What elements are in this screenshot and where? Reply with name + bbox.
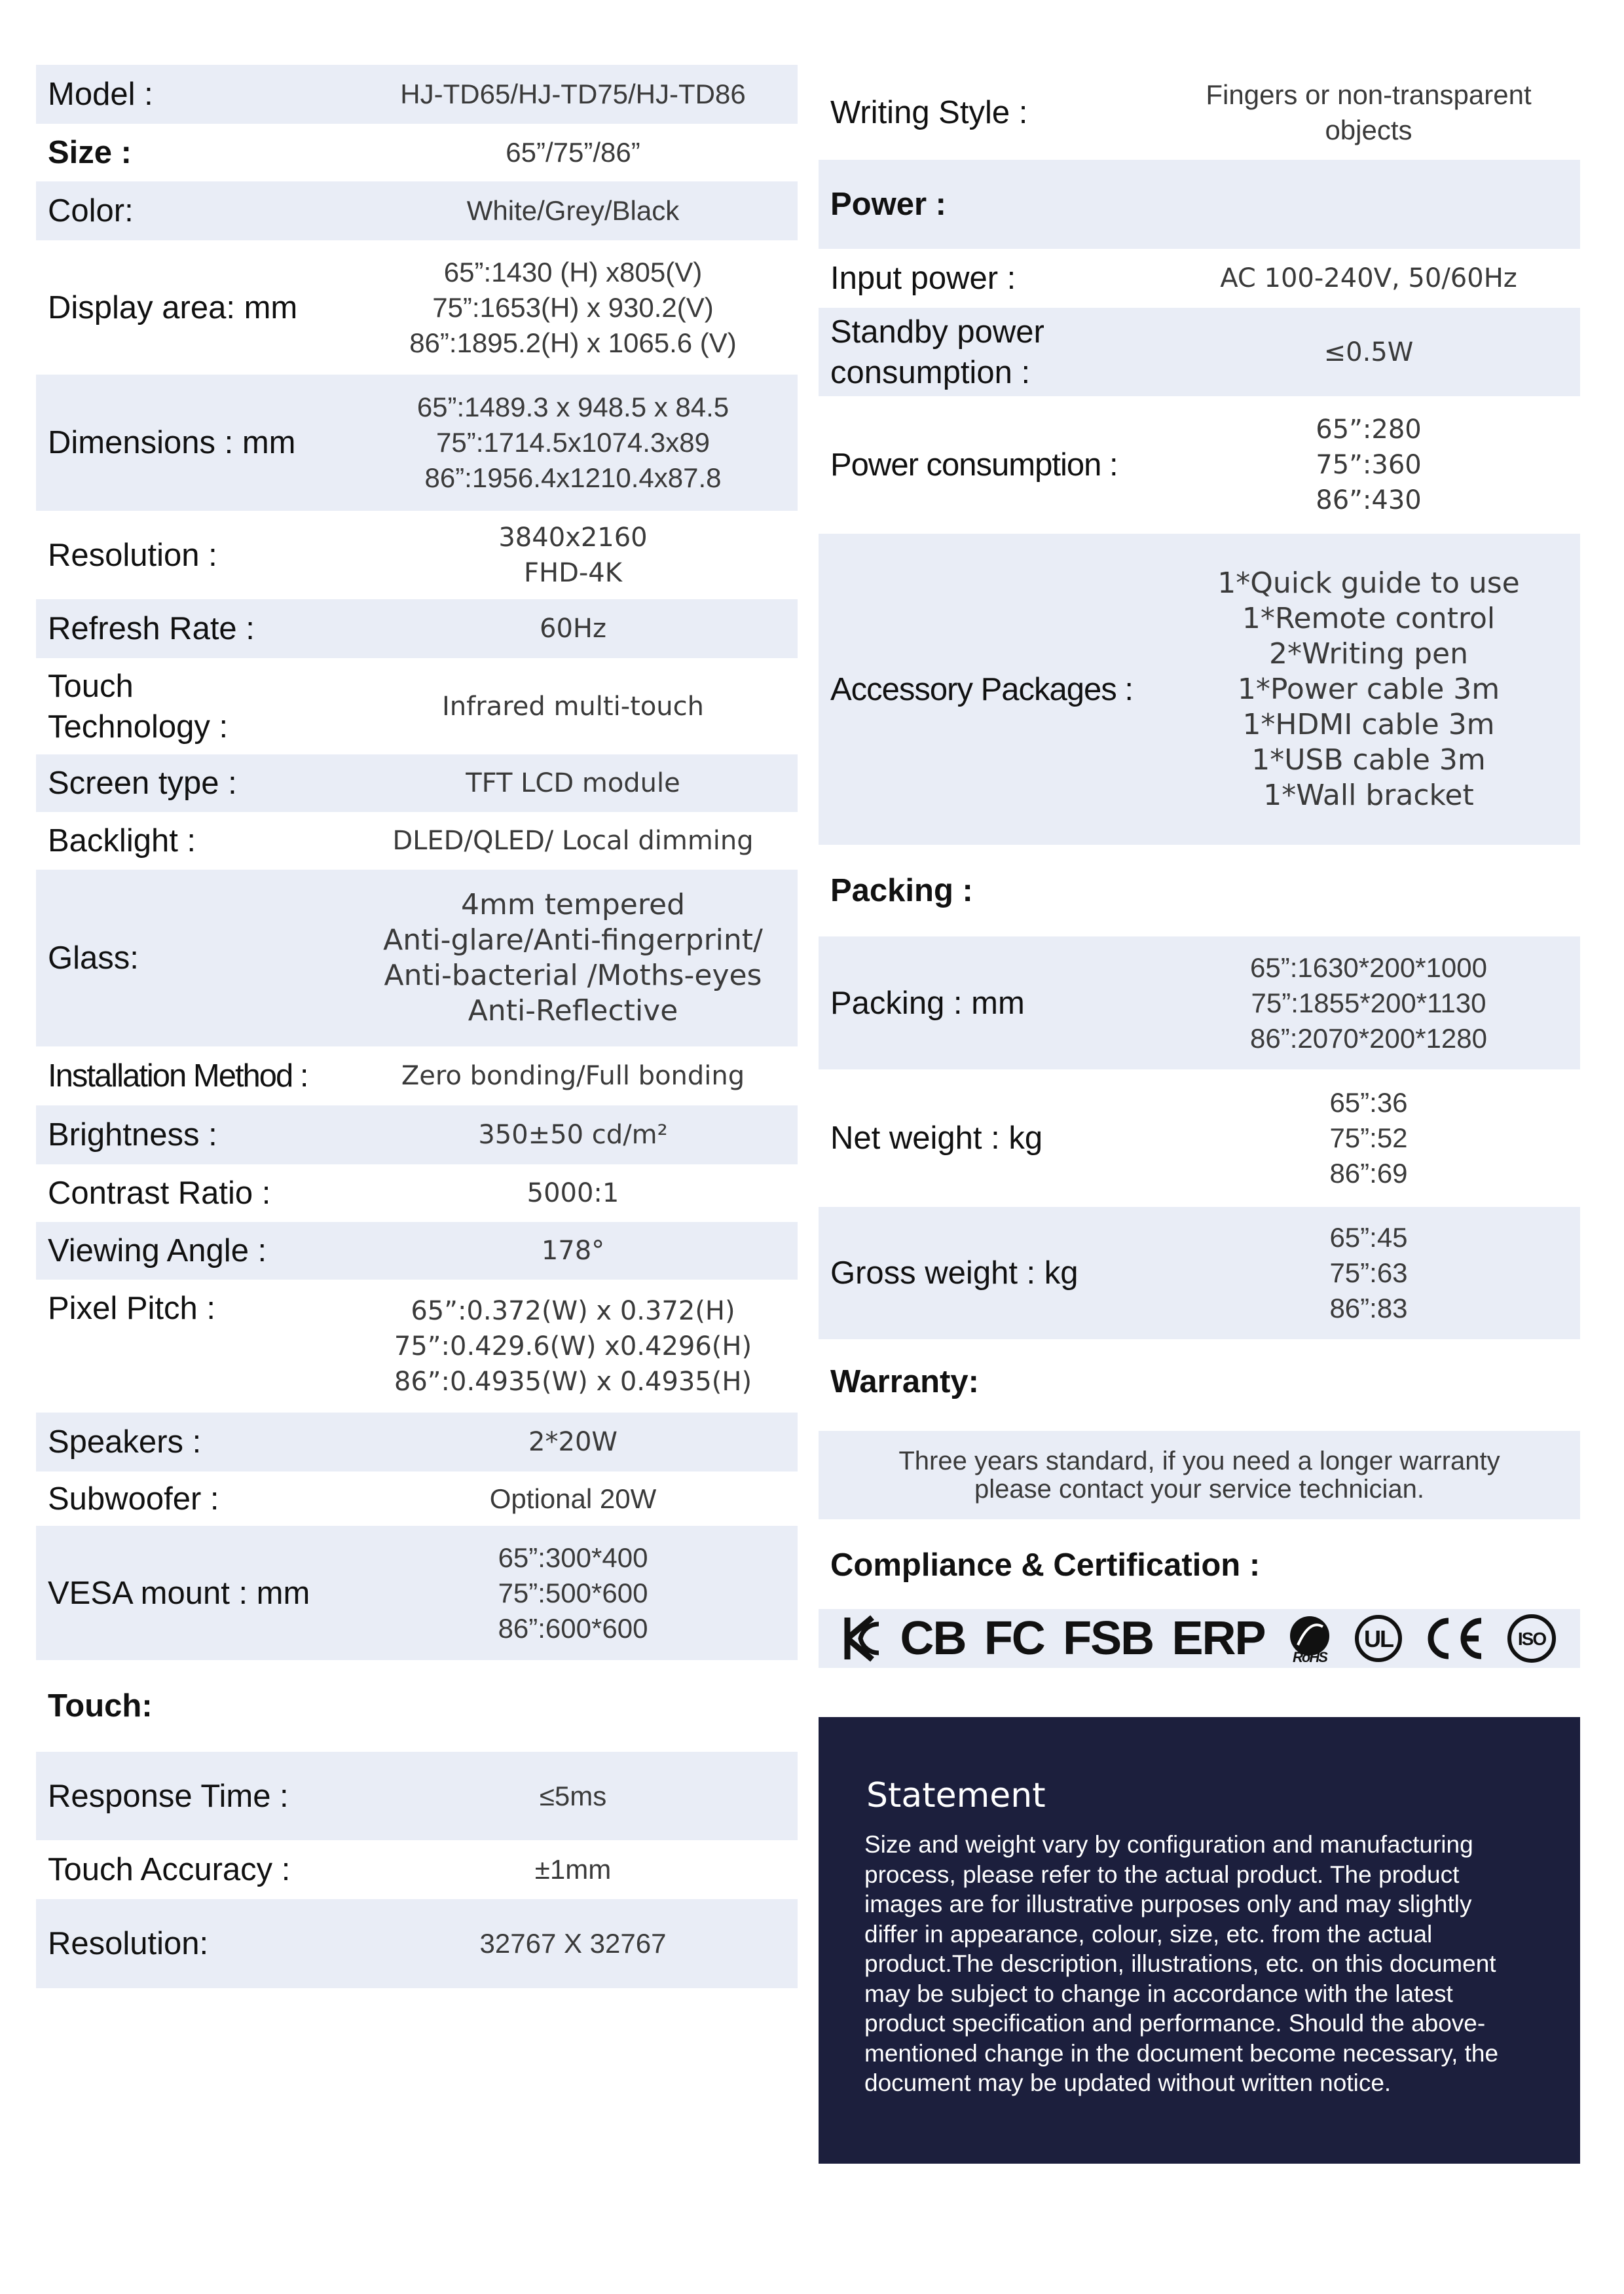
spec-value: Fingers or non-transparent objects xyxy=(1206,79,1532,145)
spec-row-size xyxy=(36,124,798,181)
spec-value: ≤0.5W xyxy=(1323,337,1414,367)
spec-row-brightness xyxy=(36,1105,798,1164)
spec-value: TFT LCD module xyxy=(466,768,680,798)
spec-label: Backlight : xyxy=(48,823,196,859)
spec-label: Refresh Rate : xyxy=(48,611,255,646)
section-heading: Packing : xyxy=(830,873,973,908)
svg-text:ISO: ISO xyxy=(1517,1629,1545,1649)
spec-label: Net weight : kg xyxy=(830,1120,1043,1156)
warranty-box xyxy=(819,1431,1580,1519)
spec-value: 2*20W xyxy=(528,1427,618,1457)
spec-row-viewing-angle xyxy=(36,1222,798,1280)
spec-value: 65”:300*400 75”:500*600 86”:600*600 xyxy=(498,1542,648,1644)
spec-row-touch-resolution xyxy=(36,1899,798,1988)
spec-value: 65”:280 75”:360 86”:430 xyxy=(1316,415,1422,515)
spec-row-accessory-packages xyxy=(819,534,1580,845)
spec-label: Brightness : xyxy=(48,1117,217,1153)
spec-row-dimensions xyxy=(36,375,798,511)
spec-value: Optional 20W xyxy=(489,1483,657,1514)
spec-row-model xyxy=(36,65,798,124)
spec-value: HJ-TD65/HJ-TD75/HJ-TD86 xyxy=(400,79,746,109)
spec-value: 65”:1430 (H) x805(V) 75”:1653(H) x 930.2(V) 86”:1895.2(H) x 1065.6 (V) xyxy=(409,256,737,358)
spec-row-input-power xyxy=(819,249,1580,308)
spec-row-glass xyxy=(36,870,798,1046)
spec-row-writing-style xyxy=(819,65,1580,160)
spec-label: Input power : xyxy=(830,261,1016,296)
spec-label: Power consumption : xyxy=(830,447,1118,483)
statement-body: Size and weight vary by configuration and manufacturing process, please refer to the actual product. The product images are for illustrative purposes only and may slightly differ in appearance, colour, size, etc. from the actual product.The description, illustrations, etc. on this document may be subject to change in accordance with the latest product specification and performance. Should the above- mentioned change in the document become necessary, the document may be updated without written notice. xyxy=(864,1831,1499,2096)
spec-label: Contrast Ratio : xyxy=(48,1175,271,1211)
spec-label: Packing : mm xyxy=(830,985,1025,1021)
spec-label: Resolution : xyxy=(48,537,217,573)
spec-label: Screen type : xyxy=(48,766,237,801)
spec-value: 65”:45 75”:63 86”:83 xyxy=(1329,1222,1408,1323)
section-heading-warranty xyxy=(819,1349,1580,1415)
spec-label: VESA mount : mm xyxy=(48,1575,310,1611)
rohs-mark-icon xyxy=(1283,1612,1336,1665)
section-heading: Touch: xyxy=(48,1688,153,1724)
section-heading-touch xyxy=(36,1673,798,1739)
spec-label: Accessory Packages : xyxy=(830,671,1134,707)
spec-label: Subwoofer : xyxy=(48,1481,219,1517)
section-heading-packing xyxy=(819,858,1580,923)
spec-label: Pixel Pitch : xyxy=(48,1291,215,1326)
statement-box xyxy=(819,1717,1580,2164)
spec-label: Color: xyxy=(48,193,134,229)
fcc-mark-icon: FC xyxy=(984,1612,1044,1665)
spec-value: 65”:1489.3 x 948.5 x 84.5 75”:1714.5x1074.3x89 86”:1956.4x1210.4x87.8 xyxy=(416,392,729,493)
spec-value: 65”:36 75”:52 86”:69 xyxy=(1329,1087,1408,1189)
certification-logos xyxy=(819,1609,1580,1668)
spec-label: Installation Method : xyxy=(48,1058,308,1094)
spec-label: Gross weight : kg xyxy=(830,1255,1079,1291)
spec-row-backlight xyxy=(36,812,798,870)
spec-value: 60Hz xyxy=(540,614,606,644)
spec-label: Response Time : xyxy=(48,1778,289,1814)
kc-mark-icon xyxy=(841,1612,881,1665)
ul-mark-icon xyxy=(1354,1614,1403,1663)
spec-row-net-weight xyxy=(819,1069,1580,1207)
spec-row-resolution xyxy=(36,511,798,599)
spec-value: 32767 X 32767 xyxy=(479,1928,667,1959)
spec-label: Display area: mm xyxy=(48,289,298,325)
spec-label: Touch Technology : xyxy=(48,668,229,745)
warranty-text: Three years standard, if you need a longer warranty please contact your service technician. xyxy=(898,1446,1500,1504)
section-heading: Warranty: xyxy=(830,1364,979,1399)
spec-row-packing xyxy=(819,936,1580,1069)
section-heading-power xyxy=(819,160,1580,249)
spec-row-speakers xyxy=(36,1413,798,1471)
spec-value: 4mm tempered Anti-glare/Anti-fingerprint/ Anti-bacterial /Moths-eyes Anti-Reflective xyxy=(383,888,763,1027)
spec-value: 65”:1630*200*1000 75”:1855*200*1130 86”:2070*200*1280 xyxy=(1249,952,1487,1054)
spec-row-touch-accuracy xyxy=(36,1840,798,1899)
spec-value: DLED/QLED/ Local dimming xyxy=(392,826,754,856)
spec-value: 3840x2160 FHD-4K xyxy=(498,522,648,588)
spec-row-pixel-pitch xyxy=(36,1280,798,1413)
spec-row-standby-power xyxy=(819,308,1580,396)
spec-value: ±1mm xyxy=(534,1854,612,1885)
erp-mark-icon: ERP xyxy=(1172,1612,1265,1665)
spec-row-installation-method xyxy=(36,1046,798,1105)
spec-value: 1*Quick guide to use 1*Remote control 2*Writing pen 1*Power cable 3m 1*HDMI cable 3m 1*USB cable 3m 1*Wall bracket xyxy=(1217,566,1520,812)
spec-row-power-consumption xyxy=(819,396,1580,534)
spec-value: 65”/75”/86” xyxy=(506,137,640,168)
spec-row-touch-technology xyxy=(36,658,798,754)
spec-value: ≤5ms xyxy=(539,1780,607,1811)
spec-row-vesa-mount xyxy=(36,1526,798,1660)
spec-label: Viewing Angle : xyxy=(48,1233,267,1268)
spec-label: Standby power consumption : xyxy=(830,314,1044,390)
section-heading: Power : xyxy=(830,187,946,222)
spec-row-color xyxy=(36,181,798,240)
section-heading: Compliance & Certification : xyxy=(830,1547,1261,1583)
spec-row-display-area xyxy=(36,240,798,375)
section-heading-compliance xyxy=(819,1532,1580,1598)
spec-label: Glass: xyxy=(48,940,139,976)
spec-row-gross-weight xyxy=(819,1207,1580,1339)
iso-mark-icon xyxy=(1505,1612,1558,1665)
cb-mark-icon: CB xyxy=(900,1612,966,1665)
spec-label: Touch Accuracy : xyxy=(48,1852,291,1887)
spec-label: Writing Style : xyxy=(830,94,1028,130)
spec-value: 65”:0.372(W) x 0.372(H) 75”:0.429.6(W) x0.4296(H) 86”:0.4935(W) x 0.4935(H) xyxy=(394,1295,752,1397)
svg-text:RoHS: RoHS xyxy=(1292,1649,1327,1665)
spec-label: Speakers : xyxy=(48,1424,202,1460)
spec-value: Zero bonding/Full bonding xyxy=(401,1061,745,1091)
spec-value: Infrared multi-touch xyxy=(442,691,704,722)
spec-label: Dimensions : mm xyxy=(48,425,296,460)
spec-row-screen-type xyxy=(36,754,798,812)
spec-row-refresh-rate xyxy=(36,599,798,658)
svg-text:UL: UL xyxy=(1364,1625,1393,1652)
spec-row-response-time xyxy=(36,1752,798,1840)
fsb-mark-icon: FSB xyxy=(1063,1612,1154,1665)
spec-row-subwoofer xyxy=(36,1471,798,1526)
statement-title: Statement xyxy=(866,1776,1046,1815)
spec-value: 350±50 cd/m² xyxy=(478,1120,668,1150)
spec-value: AC 100-240V, 50/60Hz xyxy=(1220,263,1517,293)
spec-label: Resolution: xyxy=(48,1926,209,1961)
spec-value: White/Grey/Black xyxy=(466,195,680,226)
spec-value: 178° xyxy=(541,1236,605,1266)
spec-label: Size : xyxy=(48,135,132,170)
spec-label: Model : xyxy=(48,77,153,112)
spec-row-contrast-ratio xyxy=(36,1164,798,1222)
spec-value: 5000:1 xyxy=(526,1178,619,1208)
ce-mark-icon xyxy=(1421,1616,1486,1661)
